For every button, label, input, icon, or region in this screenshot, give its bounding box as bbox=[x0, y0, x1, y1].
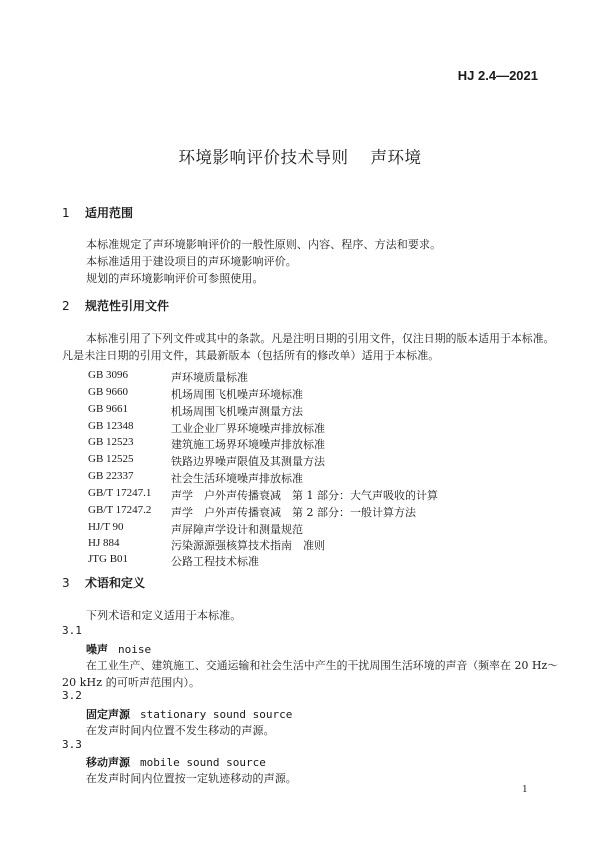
paragraph: 规划的声环境影响评价可参照使用。 bbox=[86, 272, 264, 285]
reference-title: 铁路边界噪声限值及其测量方法 bbox=[171, 455, 325, 468]
reference-code: HJ/T 90 bbox=[88, 521, 124, 533]
reference-title: 声屏障声学设计和测量规范 bbox=[171, 523, 303, 536]
reference-code: GB 3096 bbox=[88, 369, 129, 381]
term-heading bbox=[86, 706, 292, 722]
section-2-heading bbox=[62, 297, 169, 314]
reference-code: GB 9661 bbox=[88, 403, 129, 415]
term-definition: 在发声时间内位置按一定轨迹移动的声源。 bbox=[86, 772, 297, 785]
term-definition: 在工业生产、建筑施工、交通运输和社会生活中产生的干扰周围生活环境的声音（频率在 20 Hz～ bbox=[86, 659, 559, 672]
term-heading bbox=[86, 754, 266, 770]
reference-code: GB/T 17247.2 bbox=[88, 504, 152, 516]
section-number: 2 bbox=[62, 299, 70, 313]
term-en: mobile sound source bbox=[140, 756, 266, 769]
term-en: stationary sound source bbox=[140, 708, 293, 721]
paragraph: 本标准规定了声环境影响评价的一般性原则、内容、程序、方法和要求。 bbox=[86, 238, 442, 251]
reference-code: GB 12348 bbox=[88, 420, 134, 432]
page-number: 1 bbox=[522, 783, 528, 795]
paragraph: 下列术语和定义适用于本标准。 bbox=[86, 609, 242, 622]
term-en: noise bbox=[118, 643, 152, 656]
paragraph: 本标准引用了下列文件或其中的条款。凡是注明日期的引用文件，仅注日期的版本适用于本标准。 bbox=[86, 332, 555, 345]
paragraph: 凡是未注日期的引用文件，其最新版本（包括所有的修改单）适用于本标准。 bbox=[62, 349, 440, 362]
reference-title: 公路工程技术标准 bbox=[171, 555, 259, 568]
reference-title: 污染源源强核算技术指南 准则 bbox=[171, 539, 325, 552]
standard-number: HJ 2.4—2021 bbox=[457, 68, 538, 83]
section-title: 规范性引用文件 bbox=[85, 299, 170, 313]
reference-code: HJ 884 bbox=[88, 537, 120, 549]
reference-title: 声环境质量标准 bbox=[171, 371, 248, 384]
reference-title: 工业企业厂界环境噪声排放标准 bbox=[171, 422, 325, 435]
section-title: 术语和定义 bbox=[85, 576, 146, 590]
reference-code: GB 22337 bbox=[88, 470, 134, 482]
term-zh: 固定声源 bbox=[86, 708, 130, 721]
reference-code: GB 9660 bbox=[88, 386, 129, 398]
reference-code: GB 12525 bbox=[88, 453, 134, 465]
term-number: 3.1 bbox=[62, 624, 82, 637]
section-1-heading bbox=[62, 204, 133, 221]
section-title: 适用范围 bbox=[85, 206, 134, 220]
reference-code: GB/T 17247.1 bbox=[88, 487, 152, 499]
reference-title: 声学 户外声传播衰减 第 1 部分：大气声吸收的计算 bbox=[171, 489, 438, 502]
section-number: 3 bbox=[62, 576, 70, 590]
title-part-1: 环境影响评价技术导则 bbox=[178, 148, 349, 167]
term-number: 3.3 bbox=[62, 738, 82, 751]
reference-title: 建筑施工场界环境噪声排放标准 bbox=[171, 438, 325, 451]
section-number: 1 bbox=[62, 206, 70, 220]
term-heading bbox=[86, 641, 151, 657]
term-definition: 在发声时间内位置不发生移动的声源。 bbox=[86, 724, 275, 737]
term-definition: 20 kHz 的可听声范围内）。 bbox=[62, 676, 201, 689]
title-part-2: 声环境 bbox=[370, 148, 422, 167]
reference-title: 机场周围飞机噪声测量方法 bbox=[171, 405, 303, 418]
paragraph: 本标准适用于建设项目的声环境影响评价。 bbox=[86, 255, 297, 268]
reference-code: JTG B01 bbox=[88, 553, 129, 565]
term-zh: 移动声源 bbox=[86, 756, 130, 769]
term-number: 3.2 bbox=[62, 689, 82, 702]
reference-title: 声学 户外声传播衰减 第 2 部分：一般计算方法 bbox=[171, 506, 416, 519]
section-3-heading bbox=[62, 574, 145, 591]
reference-title: 社会生活环境噪声排放标准 bbox=[171, 472, 303, 485]
reference-title: 机场周围飞机噪声环境标准 bbox=[171, 388, 303, 401]
reference-code: GB 12523 bbox=[88, 436, 134, 448]
term-zh: 噪声 bbox=[86, 643, 108, 656]
document-title bbox=[0, 144, 600, 168]
